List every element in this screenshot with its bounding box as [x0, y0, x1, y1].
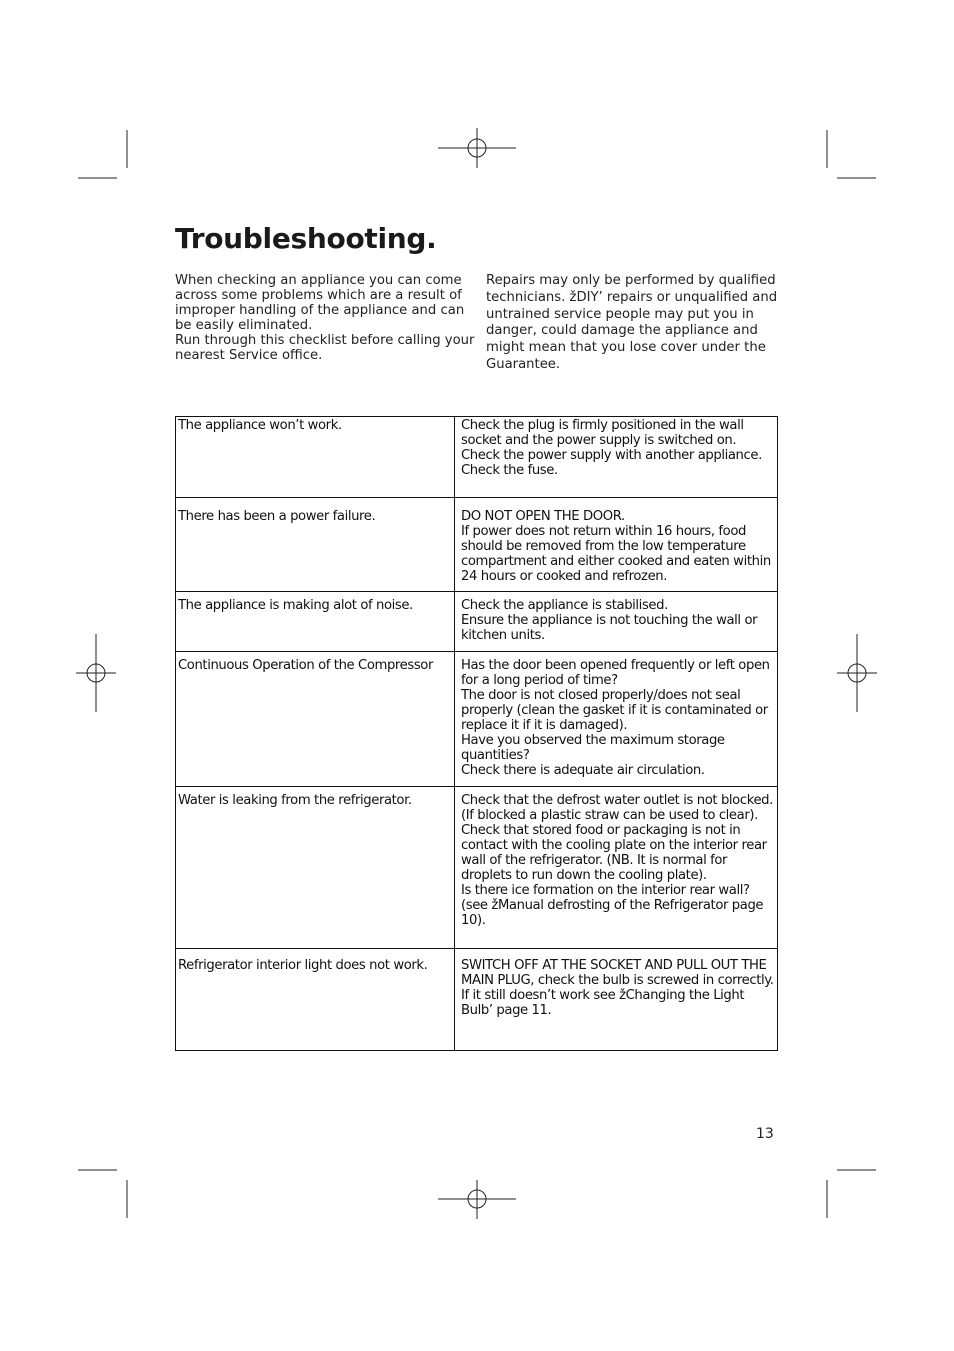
problem-cell: The appliance is making alot of noise.	[176, 592, 455, 652]
solution-line: Check the power supply with another appliance.	[461, 448, 762, 463]
solution-line: Ensure the appliance is not touching the wall or kitchen units.	[461, 613, 758, 643]
intro-right-column	[486, 273, 786, 374]
solution-cell	[455, 787, 778, 949]
problem-cell: Refrigerator interior light does not work.	[176, 949, 455, 1051]
table-row	[176, 652, 778, 787]
table-row	[176, 498, 778, 592]
solution-line: If it still doesn’t work see žChanging the Light Bulb’ page 11.	[461, 988, 745, 1018]
solution-line: Check the plug is firmly positioned in the wall socket and the power supply is switched on.	[461, 418, 744, 448]
solution-line: Check the appliance is stabilised.	[461, 598, 668, 613]
table-row	[176, 417, 778, 498]
solution-line: The door is not closed properly/does not seal properly (clean the gasket if it is contaminated or replace it if it is damaged).	[461, 688, 768, 733]
troubleshooting-table	[175, 416, 778, 1051]
page-title: Troubleshooting.	[175, 222, 437, 255]
solution-line: Has the door been opened frequently or left open for a long period of time?	[461, 658, 770, 688]
intro-paragraph: Run through this checklist before calling your nearest Service office.	[175, 333, 475, 363]
repairs-notice: Repairs may only be performed by qualified technicians. žDIY’ repairs or unqualified and untrained service people may put you in danger, could damage the appliance and might mean that you lose cover under the Guarantee.	[486, 273, 778, 372]
problem-cell: Water is leaking from the refrigerator.	[176, 787, 455, 949]
solution-line: Check the fuse.	[461, 463, 558, 478]
problem-cell: There has been a power failure.	[176, 498, 455, 592]
page-number: 13	[756, 1126, 774, 1142]
table-row	[176, 949, 778, 1051]
solution-line: Check that stored food or packaging is not in contact with the cooling plate on the interior rear wall of the refrigerator. (NB. It is normal for droplets to run down the cooling plate).	[461, 823, 767, 883]
solution-line: SWITCH OFF AT THE SOCKET AND PULL OUT THE MAIN PLUG, check the bulb is screwed in correctly.	[461, 958, 774, 988]
solution-line: DO NOT OPEN THE DOOR.	[461, 509, 625, 524]
intro-paragraph: When checking an appliance you can come across some problems which are a result of improper handling of the appliance and can be easily eliminated.	[175, 273, 465, 333]
solution-cell	[455, 498, 778, 592]
intro-left-column	[175, 273, 475, 363]
solution-cell	[455, 417, 778, 498]
solution-line: Check that the defrost water outlet is not blocked. (If blocked a plastic straw can be used to clear).	[461, 793, 773, 823]
solution-line: If power does not return within 16 hours, food should be removed from the low temperature compartment and either cooked and eaten within 24 hours or cooked and refrozen.	[461, 524, 771, 584]
solution-cell	[455, 652, 778, 787]
table-row	[176, 787, 778, 949]
table-row	[176, 592, 778, 652]
solution-cell	[455, 949, 778, 1051]
solution-line: Is there ice formation on the interior rear wall? (see žManual defrosting of the Refrigerator page 10).	[461, 883, 764, 928]
solution-cell	[455, 592, 778, 652]
problem-cell: The appliance won’t work.	[176, 417, 455, 498]
problem-cell: Continuous Operation of the Compressor	[176, 652, 455, 787]
solution-line: Check there is adequate air circulation.	[461, 763, 705, 778]
solution-line: Have you observed the maximum storage quantities?	[461, 733, 725, 763]
